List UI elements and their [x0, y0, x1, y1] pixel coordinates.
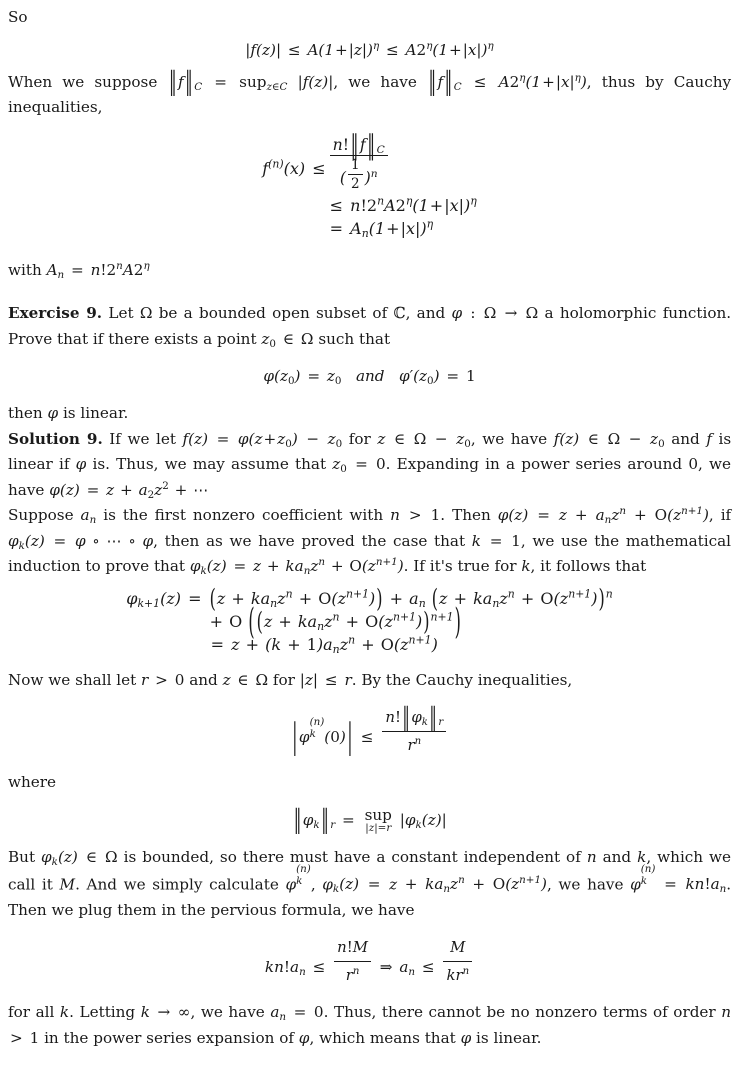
text-sol-bythe: . By the Cauchy inequalities, — [351, 670, 573, 689]
equation-line-1: $f^{(n)}(x)$ ≤ n!‖f‖ $_C$ ( $\frac{1}{2}$ )$^n$ — [262, 133, 477, 194]
solution-paragraph-1: Solution 9. If we let $f(z) = \varphi(z+z_0) - z_0$ for z ∈ $\Omega - z_0$, we have f(z) ∈ $\Omega - z_0$ and f is linear if φ is. Thus, we may assume that $z_0 = 0$. Expanding in a power series around 0, we have $\varphi(z) = z + a_2z^2$ + ⋯ — [8, 429, 732, 501]
text-with: with — [8, 260, 42, 279]
text-sol-wehavean: , we have — [190, 1003, 265, 1022]
text-sol-and2: and — [189, 670, 218, 689]
spacer — [8, 923, 731, 935]
induction-line-1: $\varphi_{k+1}(z)$ = $(z + ka_nz^n + O(z^{n+1})) + a_n$ $(z + ka_nz^n + O(z^{n+1}))^n$ — [126, 583, 613, 613]
spacer — [8, 656, 731, 668]
text-sol-expanding: . Expanding in a power series — [385, 455, 622, 473]
spacer — [8, 389, 731, 401]
text-sol-firstnonzero: is the first nonzero coefficient with — [103, 506, 384, 524]
text-sol-letting: . Letting — [69, 1003, 136, 1022]
text-cauchy-ineq: Cauchy inequalities, — [8, 72, 732, 116]
text-sol-itfollows: , it follows that — [530, 557, 647, 575]
text-sol-fork: for — [494, 557, 517, 575]
spacer — [8, 352, 731, 364]
text-so: So — [8, 8, 28, 26]
equation-line-2: ≤ $n!2^nA2^\eta(1+|x|)^\eta$ — [329, 194, 477, 215]
text-ex-such-that: such that — [318, 329, 391, 348]
solution-paragraph-2: Suppose $a_n$ is the first nonzero coefficient with n > 1. Then $\varphi(z) = z + a_nz^n + O(z^{n+1})$, if $\varphi_k(z) = \varphi$ ∘ ⋯ ∘ φ, then as we have proved the case that k = 1, we use the mathematical induction to prove that $\varphi_k(z) = z + ka_nz^n + O(z^{n+1})$. If it's true for k, it follows that — [8, 504, 732, 577]
text-sol-flin2: is. Thus, we may assume that — [92, 455, 327, 473]
text-sol-then-as: , then as we have proved the case that — [153, 531, 466, 550]
text-sol-oforder: of order — [652, 1003, 716, 1022]
display-equation-cauchy: |φ (n) k (0)| ≤ $\frac{n! ‖ \varphi_k ‖ _r}{r^n}$ — [8, 705, 731, 758]
paragraph-then-linear: then φ is linear. — [8, 404, 129, 422]
display-equation-norm: $‖\varphi_k‖$ $_r$ = sup |z|=r $|\varphi_k(z)|$ — [293, 803, 447, 835]
text-then: then — [8, 404, 43, 422]
paragraph-with-an: with $A_n = n!2^nA2^\eta$ — [8, 259, 150, 281]
text-ex-holo: a holomorphic — [544, 304, 657, 322]
text-sol-thenweplug: . Then we plug them in the pervious formula, we have — [8, 875, 732, 919]
text-sol-induction: the mathematical induction to prove that — [8, 531, 732, 575]
text-sol-wehave2: , we — [546, 875, 581, 894]
text-sol-andwesimply: . And we simply calculate — [75, 875, 279, 894]
spacer — [8, 283, 731, 301]
spacer — [8, 833, 731, 845]
solution-paragraph-4: But $\varphi_k(z)$ ∈ Ω is bounded, so there must have a constant independent of n and k, which we call it M. And we simply calculate φ (n) k , $\varphi_k(z) = z + ka_nz^n + O(z^{n+1})$, we have φ (n) k = $kn!a_n$. Then we plug them in the pervious formula, we have — [8, 848, 732, 919]
paragraph-so — [8, 5, 731, 31]
solution-heading: Solution 9. — [8, 429, 103, 448]
induction-line-3: = $z + (k + 1)a_nz^n + O(z^{n+1})$ — [210, 633, 438, 656]
spacer — [8, 31, 731, 38]
text-sol-inthepower: in the power series expansion of — [44, 1028, 294, 1047]
text-sol-nowweshall: Now we shall let — [8, 670, 137, 689]
text-sol-around: around 0, we have — [8, 455, 731, 499]
text-when-suppose: When we suppose — [8, 72, 158, 91]
spacer — [8, 988, 731, 1000]
text-sol-if: , if — [708, 506, 732, 524]
text-sol-forall: for all — [8, 1003, 55, 1022]
induction-line-2: + O ( $(z + ka_nz^n + O(z^{n+1}))^{n+1}$) — [209, 600, 461, 642]
display-equation-2 — [262, 127, 477, 240]
equation-line-3: = $A_n(1+|x|)^\eta$ — [329, 217, 434, 240]
text-ex-bounded: be a bounded open subset of — [158, 304, 388, 322]
text-sol-have: have — [587, 875, 624, 894]
text-sol-whichmeans: , which means that — [309, 1028, 456, 1047]
text-sol-whichwecall: which we call it — [8, 848, 732, 894]
text-ex-and-italic: and — [355, 367, 385, 385]
text-sol-for2: for — [272, 670, 295, 689]
text-sol-isbounded: is bounded, so there must have a constant independent of — [123, 848, 581, 867]
text-sol-but: But — [8, 848, 36, 867]
text-thus-by: , thus by — [586, 72, 664, 91]
text-if-we-let: If we let — [109, 429, 176, 448]
paragraph-when-we-suppose: When we suppose ‖f‖ $_C$ = sup$_{z\in C}$ |f(z)|, we have ‖f‖ $_C \le A2^\eta(1+|x|^\eta)$, thus by Cauchy inequalities, — [8, 65, 732, 116]
solution-paragraph-5: for all k. Letting k → ∞, we have $a_n = 0$. Thus, there cannot be no nonzero terms of order n > 1 in the power series expansion of φ, which means that φ is linear. — [8, 1003, 732, 1047]
text-sol-islinear: is linear. — [476, 1028, 542, 1047]
display-equation-induction — [126, 583, 613, 656]
spacer — [8, 693, 731, 705]
spacer — [8, 63, 731, 70]
spacer — [8, 580, 731, 587]
text-sol-ifitstrue: . If it's true — [403, 557, 490, 575]
spacer — [8, 758, 731, 770]
text-sol-andk: and — [602, 848, 632, 867]
text-where: where — [8, 773, 57, 791]
text-sol-thuscannot: . Thus, there cannot be no nonzero terms — [323, 1003, 648, 1022]
text-sol-weuse: , we use — [520, 531, 588, 550]
exercise-heading: Exercise 9. — [8, 304, 103, 322]
sup-operator: sup |z|=r — [364, 805, 392, 834]
text-sol-suppose: Suppose — [8, 506, 74, 524]
text-ex-let: Let — [108, 304, 134, 322]
text-is-linear: is linear. — [62, 404, 129, 422]
display-equation-1: $|f(z)| \le A(1+|z|)^\eta \le A2^\eta(1+|x|)^\eta$ — [245, 39, 494, 59]
text-sol-wehave: , we have — [470, 429, 548, 448]
solution-paragraph-3: Now we shall let r > 0 and z ∈ Ω for |z| ≤ r. By the Cauchy inequalities, — [8, 670, 573, 689]
text-we-have: , we have — [333, 72, 417, 91]
text-ex-and: , and — [405, 304, 446, 322]
text-sol-flin1: is linear if — [8, 429, 732, 473]
text-sol-then: . Then — [440, 506, 491, 524]
exercise-block: Exercise 9. Let Ω be a bounded open subset of ℂ, and φ : Ω → Ω a holomorphic function. Prove that if there exists a point $z_0$ ∈ Ω such that — [8, 304, 732, 350]
text-sol-for: for — [348, 429, 371, 448]
display-equation-final: $kn!a_n$ ≤ $\frac{n!M}{r^n}$ ⇒ $a_n$ ≤ $\frac{M}{kr^n}$ — [8, 935, 731, 988]
text-ex-func-prove: function. Prove that if there exists a point — [8, 304, 732, 348]
paragraph-where — [8, 770, 731, 796]
spacer — [8, 240, 731, 258]
text-sol-and: and — [671, 429, 700, 448]
display-equation-exercise: $\varphi(z_0) = z_0$ and $\varphi'(z_0) = 1$ — [263, 367, 476, 387]
